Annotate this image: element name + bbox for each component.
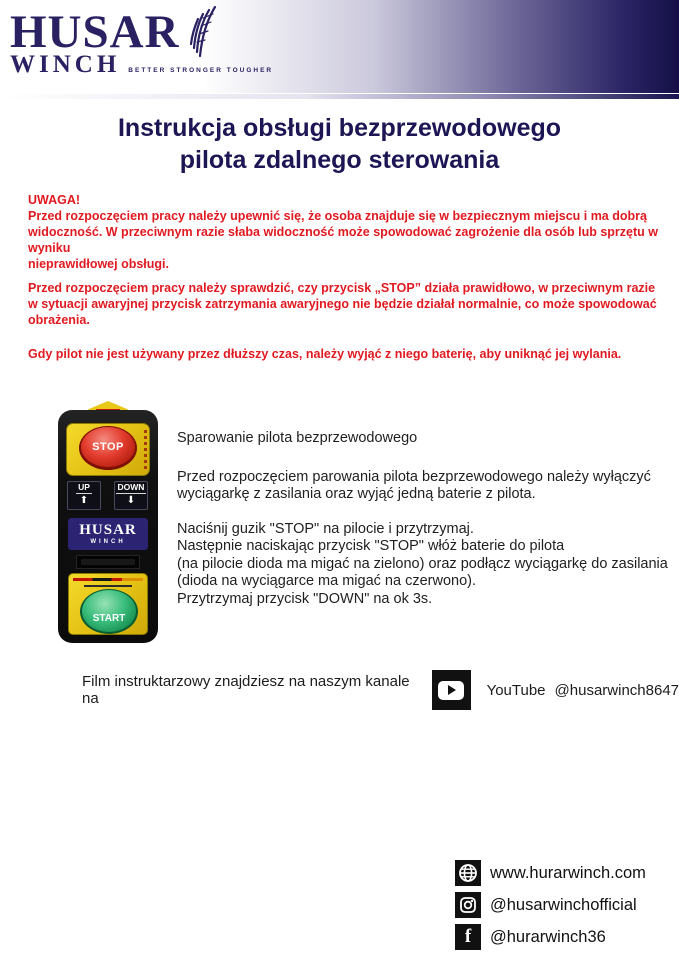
pairing-step: Przytrzymaj przycisk "DOWN" na ok 3s.: [177, 590, 433, 607]
warning-paragraph-1-line: widoczność. W przeciwnym razie słaba widoczność może spowodować zagrożenie dla osób lub sprzętu w wyniku: [28, 225, 658, 255]
warning-paragraph-2-line: Przed rozpoczęciem pracy należy sprawdzić, czy przycisk „STOP” działa prawidłowo, w przeciwnym razie: [28, 281, 656, 295]
warning-paragraph-2-line: w sytuacji awaryjnej przycisk zatrzymania awaryjnego nie będzie działał normalnie, co może spowodować obrażenia.: [28, 297, 657, 327]
remote-bottom-yellow-panel: [68, 573, 148, 635]
pairing-step: (dioda na wyciągarce ma migać na czerwono).: [177, 573, 476, 589]
warning-paragraph-1-line: Przed rozpoczęciem pracy należy upewnić się, że osoba znajduje się w bezpiecznym miejscu i ma dobrą: [28, 209, 647, 223]
husar-winch-logo: [10, 8, 273, 78]
instagram-handle: @husarwinchofficial: [490, 895, 637, 914]
down-button-label: DOWN: [117, 482, 145, 492]
start-button: [82, 590, 136, 632]
remote-logo-subtext: WINCH: [90, 538, 126, 545]
logo-subtitle: WINCH: [10, 51, 121, 78]
warning-paragraph-1-line: nieprawidłowej obsługi.: [28, 257, 169, 271]
down-arrow-icon: ⬇: [126, 495, 136, 506]
remote-side-label: [144, 430, 147, 469]
youtube-icon: [432, 670, 471, 710]
up-button: [67, 481, 101, 510]
pairing-step: (na pilocie dioda ma migać na zielono) oraz podłącz wyciągarkę do zasilania: [177, 555, 668, 572]
youtube-channel-handle: @husarwinch8647: [554, 681, 679, 699]
logo-wordmark: HUSAR: [10, 6, 180, 58]
remote-logo-panel: [68, 518, 148, 550]
footer-contact-block: [455, 860, 646, 956]
youtube-info-row: [82, 668, 679, 712]
up-arrow-icon: ⬆: [79, 495, 89, 506]
facebook-handle: @hurarwinch36: [490, 927, 606, 946]
remote-battery-slot: [76, 555, 140, 569]
facebook-icon: f: [455, 924, 481, 950]
remote-bottom-label-line: [84, 585, 132, 587]
pairing-heading: Sparowanie pilota bezprzewodowego: [177, 430, 418, 446]
footer-instagram-row: [455, 892, 646, 918]
pairing-intro-line: wyciągarkę z zasilania oraz wyjąć jedną baterie z pilota.: [177, 486, 536, 502]
stop-button-label: STOP: [92, 441, 124, 453]
remote-top-yellow-panel: [66, 423, 150, 476]
globe-icon: [455, 860, 481, 886]
instagram-icon: [455, 892, 481, 918]
page-title-line2: pilota zdalnego sterowania: [179, 146, 500, 174]
pairing-section: [177, 430, 672, 608]
warning-section: [28, 192, 663, 362]
pairing-step: Następnie naciskając przycisk "STOP" włóż baterie do pilota: [177, 538, 565, 554]
start-button-label: START: [92, 613, 126, 624]
warning-paragraph-3: Gdy pilot nie jest używany przez dłuższy czas, należy wyjąć z niego baterię, aby uniknąć jej wylania.: [28, 347, 622, 361]
remote-control-photo: [58, 401, 158, 645]
stop-button: [81, 427, 135, 467]
page-title-line1: Instrukcja obsługi bezprzewodowego: [117, 114, 562, 142]
footer-website-row: [455, 860, 646, 886]
pairing-intro-line: Przed rozpoczęciem parowania pilota bezprzewodowego należy wyłączyć: [177, 468, 651, 485]
warning-heading: UWAGA!: [28, 193, 81, 207]
youtube-info-text: Film instruktarzowy znajdziesz na naszym kanale na: [82, 673, 410, 707]
header-gradient-strip: [0, 94, 679, 99]
youtube-platform-label: YouTube: [486, 681, 546, 699]
page-title: [0, 112, 679, 176]
remote-bottom-label-line: [73, 578, 143, 581]
down-button: [114, 481, 148, 510]
remote-logo-text: HUSAR: [79, 521, 137, 538]
up-button-label: UP: [78, 482, 90, 492]
footer-facebook-row: [455, 924, 646, 950]
website-url: www.hurarwinch.com: [490, 863, 646, 882]
logo-tagline: BETTER STRONGER TOUGHER: [128, 67, 274, 74]
hussar-wing-icon: [173, 4, 219, 69]
pairing-step: Naciśnij guzik "STOP" na pilocie i przytrzymaj.: [177, 520, 474, 537]
